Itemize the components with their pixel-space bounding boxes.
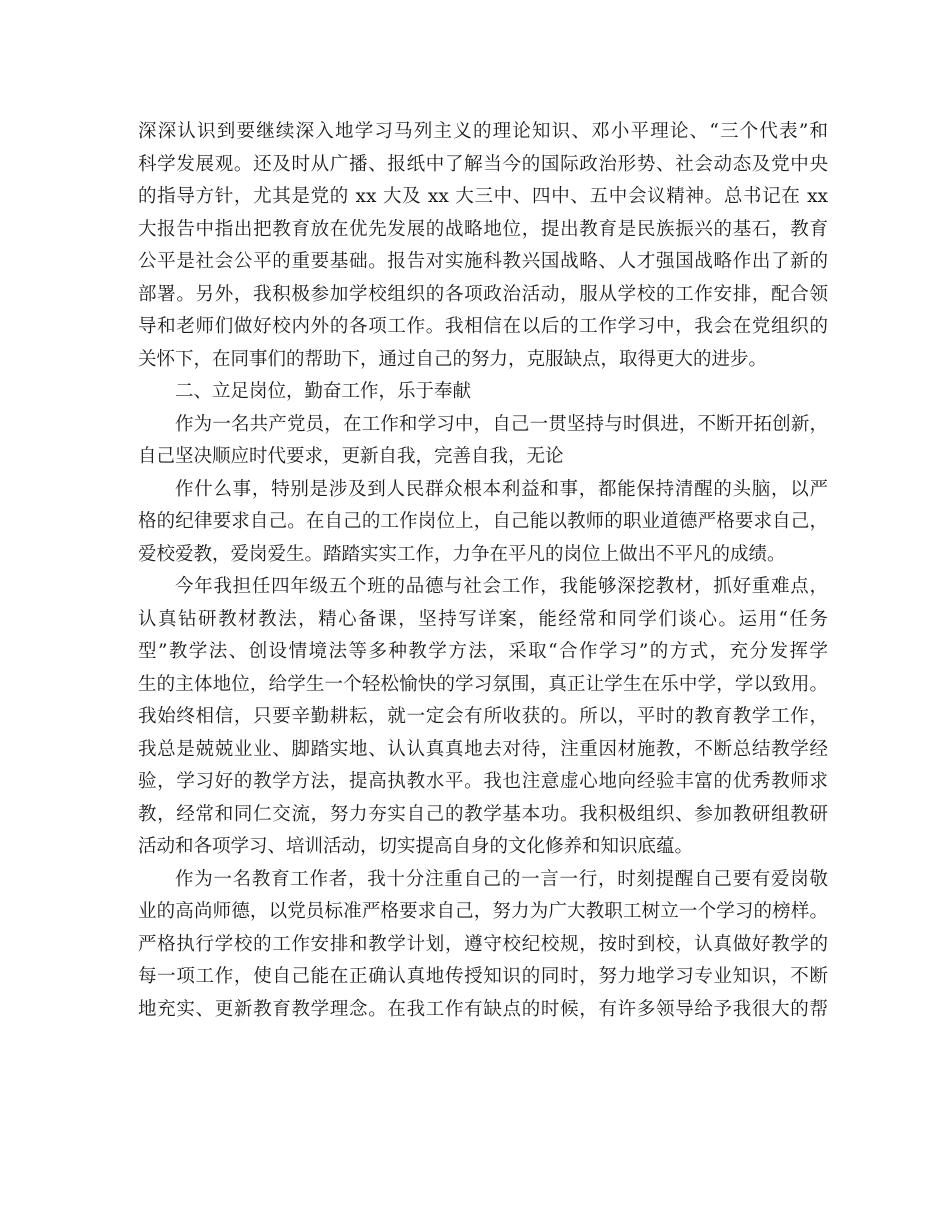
text-line: 严格执行学校的工作安排和教学计划，遵守校纪校规，按时到校，认真做好教学的 <box>138 933 828 955</box>
text-line: 作什么事，特别是涉及到人民群众根本利益和事，都能保持清醒的头脑，以严 <box>175 478 828 500</box>
text-line: 公平是社会公平的重要基础。报告对实施科教兴国战略、人才强国战略作出了新的 <box>138 251 828 272</box>
text-line: 科学发展观。还及时从广播、报纸中了解当今的国际政治形势、社会动态及党中央 <box>138 153 828 175</box>
text-line: 部署。另外，我积极参加学校组织的各项政治活动，服从学校的工作安排，配合领 <box>138 283 828 305</box>
text-line: 地充实、更新教育教学理念。在我工作有缺点的时候，有许多领导给予我很大的帮 <box>138 998 828 1020</box>
text-line: 验，学习好的教学方法，提高执教水平。我也注意虚心地向经验丰富的优秀教师求 <box>138 771 828 792</box>
text-line: 教，经常和同仁交流，努力夯实自己的教学基本功。我积极组织、参加教研组教研 <box>138 803 828 825</box>
text-line: 型”教学法、创设情境法等多种教学方法，采取“合作学习”的方式，充分发挥学 <box>138 641 828 662</box>
text-line: 今年我担任四年级五个班的品德与社会工作，我能够深挖教材，抓好重难点， <box>175 576 828 597</box>
text-line: 作为一名教育工作者，我十分注重自己的一言一行，时刻提醒自己要有爱岗敬 <box>175 868 828 890</box>
text-line: 每一项工作，使自己能在正确认真地传授知识的同时，努力地学习专业知识，不断 <box>138 966 828 987</box>
text-line: 的指导方针，尤其是党的 xx 大及 xx 大三中、四中、五中会议精神。总书记在 xx <box>138 186 828 207</box>
text-line: 生的主体地位，给学生一个轻松愉快的学习氛围，真正让学生在乐中学，学以致用。 <box>138 673 828 695</box>
text-line: 活动和各项学习、培训活动，切实提高自身的文化修养和知识底蕴。 <box>138 836 694 857</box>
text-line: 关怀下，在同事们的帮助下，通过自己的努力，克服缺点，取得更大的进步。 <box>138 348 768 370</box>
text-line: 爱校爱教，爱岗爱生。踏踏实实工作，力争在平凡的岗位上做出不平凡的成绩。 <box>138 543 786 565</box>
text-line: 格的纪律要求自己。在自己的工作岗位上，自己能以教师的职业道德严格要求自己， <box>138 511 828 532</box>
text-line: 我总是兢兢业业、脚踏实地、认认真真地去对待，注重因材施教，不断总结教学经 <box>138 738 828 760</box>
text-line: 业的高尚师德，以党员标准严格要求自己，努力为广大教职工树立一个学习的榜样。 <box>138 901 828 922</box>
text-line: 认真钻研教材教法，精心备课，坚持写详案，能经常和同学们谈心。运用“任务 <box>138 608 828 630</box>
document-body-text <box>138 116 828 1026</box>
section-heading: 二、立足岗位，勤奋工作，乐于奉献 <box>175 381 472 402</box>
text-line: 自己坚决顺应时代要求，更新自我，完善自我，无论 <box>138 446 564 467</box>
text-line: 大报告中指出把教育放在优先发展的战略地位，提出教育是民族振兴的基石，教育 <box>138 218 828 240</box>
text-line: 导和老师们做好校内外的各项工作。我相信在以后的工作学习中，我会在党组织的 <box>138 316 828 337</box>
text-line: 作为一名共产党员，在工作和学习中，自己一贯坚持与时俱进，不断开拓创新， <box>175 413 828 435</box>
text-line: 深深认识到要继续深入地学习马列主义的理论知识、邓小平理论、“三个代表”和 <box>138 121 828 142</box>
text-line: 我始终相信，只要辛勤耕耘，就一定会有所收获的。所以，平时的教育教学工作， <box>138 706 828 727</box>
